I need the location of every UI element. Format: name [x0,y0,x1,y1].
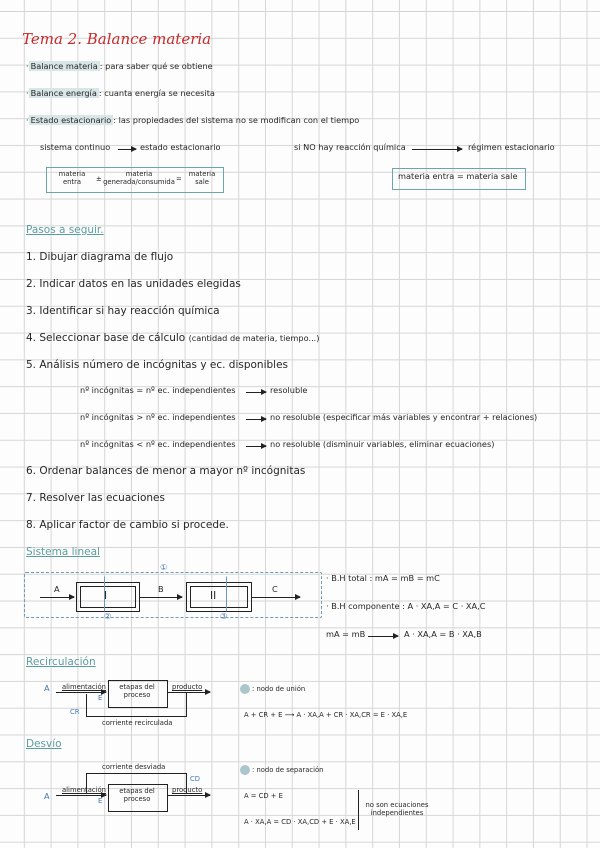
eq2-text: materia entra = materia sale [398,171,518,181]
definition-text: : las propiedades del sistema no se modifican con el tiempo [113,115,360,125]
recirc-process-l1: etapas del [119,683,155,691]
eq1-b [102,170,176,186]
eq1-b-top: materia [125,170,153,178]
linear-unit-2-label: II [210,590,217,602]
recirc-product-arrow [168,692,210,693]
bypass-top-line [86,773,186,774]
linear-boundary-3 [226,576,227,612]
recirc-eq: A + CR + E ⟶ A · XA,A + CR · XA,CR = E · XA,E [244,711,408,719]
bypass-node-label: : nodo de separación [252,766,324,774]
step-6: 6. Ordenar balances de menor a mayor nº incógnitas [26,465,306,477]
case-1-result: resoluble [270,385,308,395]
linear-label-a: A [54,584,60,594]
linear-heading: Sistema lineal [26,546,100,558]
linear-unit-1-label: I [104,590,108,602]
bypass-label-cd: CD [190,775,200,783]
linear-arrow-b [140,597,182,598]
step-1: 1. Dibujar diagrama de flujo [26,251,174,263]
linear-unit-1-inner [80,586,136,608]
bypass-stream: corriente desviada [102,763,166,771]
recirc-feed: alimentación [62,683,106,691]
bypass-note [362,801,432,817]
linear-arrow-a [40,597,74,598]
bypass-node-dot [240,765,250,775]
recirc-label-e: E [98,694,103,702]
bypass-process-l1: etapas del [119,787,155,795]
eq1-a-bot: entra [62,178,82,187]
bypass-product: producto [172,786,203,794]
steps-heading: Pasos a seguir. [26,224,104,236]
linear-node-3: ③ [220,611,228,621]
bypass-process-label [108,787,166,803]
eq1-op1: ± [96,175,102,183]
recirc-node-dot [240,684,250,694]
flow-left-a: sistema continuo [40,142,111,152]
flow-right-a: si NO hay reacción química [294,142,406,152]
eq1-a-top: materia [58,170,86,178]
flow-right-arrow [412,149,462,150]
step-7: 7. Resolver las ecuaciones [26,492,165,504]
step-3: 3. Identificar si hay reacción química [26,305,220,317]
definition-balance-energia: · Balance energía : cuanta energía se necesita [26,88,215,98]
definition-term: Balance energía [30,88,97,98]
bypass-eq-2: A · XA,A = CD · XA,CD + E · XA,E [244,818,356,826]
recirc-loop-bottom [86,716,187,717]
linear-eq-total: · B.H total : mA = mB = mC [326,573,440,583]
eq1-c [184,170,220,186]
linear-node-2: ② [104,611,112,621]
recirc-stream: corriente recirculada [102,719,173,727]
bypass-heading: Desvío [26,738,62,750]
bypass-process-l2: proceso [123,795,151,804]
bypass-eq-1: A = CD + E [244,792,283,800]
linear-label-c: C [272,584,278,594]
step-4-text: 4. Seleccionar base de cálculo [26,332,186,344]
case-1-cond: nº incógnitas = nº ec. independientes [80,385,236,395]
recirc-node-label: : nodo de unión [252,685,306,693]
case-1-arrow [246,392,266,393]
bypass-feed: alimentación [62,786,106,794]
flow-left-b: estado estacionario [140,142,221,152]
eq1-op2: = [176,175,182,183]
linear-unit-2-inner [190,586,248,608]
recirc-loop-right [186,692,187,716]
bypass-label-e: E [98,797,103,805]
flow-left-arrow [118,149,136,150]
bypass-note-l1: no son ecuaciones [365,801,429,809]
case-2-result: no resoluble (especificar más variables y encontrar + relaciones) [270,412,538,422]
step-2: 2. Indicar datos en las unidades elegidas [26,278,241,290]
bypass-brace [358,790,359,830]
recirc-feed-arrow [56,692,106,693]
recirc-label-a: A [44,683,50,693]
linear-arrow-c [252,597,300,598]
linear-label-b: B [158,584,164,594]
step-4 [26,332,319,345]
recirc-loop-left [86,694,87,716]
bypass-feed-arrow [56,795,106,796]
definition-balance-materia: · Balance materia : para saber qué se obtiene [26,61,213,71]
definition-term: Estado estacionario [30,115,112,125]
case-3-cond: nº incógnitas < nº ec. independientes [80,439,236,449]
eq1-b-bot: generada/consumida [103,178,175,187]
recirc-process-l2: proceso [123,691,151,700]
eq1-c-top: materia [188,170,216,178]
linear-eq-3-arrow [368,636,398,637]
step-8: 8. Aplicar factor de cambio si procede. [26,519,229,531]
recirc-product: producto [172,683,203,691]
flow-right-b: régimen estacionario [468,142,555,152]
case-3-result: no resoluble (disminuir variables, eliminar ecuaciones) [270,439,495,449]
case-2-arrow [246,419,266,420]
linear-boundary-2 [104,576,108,612]
eq1-a [52,170,92,186]
linear-eq-3-left: mA = mB [326,629,366,639]
recirc-label-cr: CR [70,708,80,716]
linear-node-1: ① [160,562,168,572]
definition-text: : para saber qué se obtiene [99,61,213,71]
definition-text: : cuanta energía se necesita [98,88,215,98]
bypass-note-l2: independientes [370,809,424,818]
case-3-arrow [246,446,266,447]
linear-eq-3-right: A · XA,A = B · XA,B [404,629,482,639]
definition-term: Balance materia [30,61,98,71]
step-5: 5. Análisis número de incógnitas y ec. disponibles [26,359,289,371]
linear-eq-component: · B.H componente : A · XA,A = C · XA,C [326,601,486,611]
page-title: Tema 2. Balance materia [22,30,212,48]
bypass-product-arrow [168,795,210,796]
recirc-heading: Recirculación [26,656,96,668]
eq1-c-bot: sale [195,178,209,187]
definition-estado-estacionario: · Estado estacionario : las propiedades del sistema no se modifican con el tiempo [26,115,360,125]
bypass-label-a: A [44,791,50,801]
recirc-process-label [108,683,166,699]
case-2-cond: nº incógnitas > nº ec. independientes [80,412,236,422]
step-4-note: (cantidad de materia, tiempo...) [188,333,320,343]
